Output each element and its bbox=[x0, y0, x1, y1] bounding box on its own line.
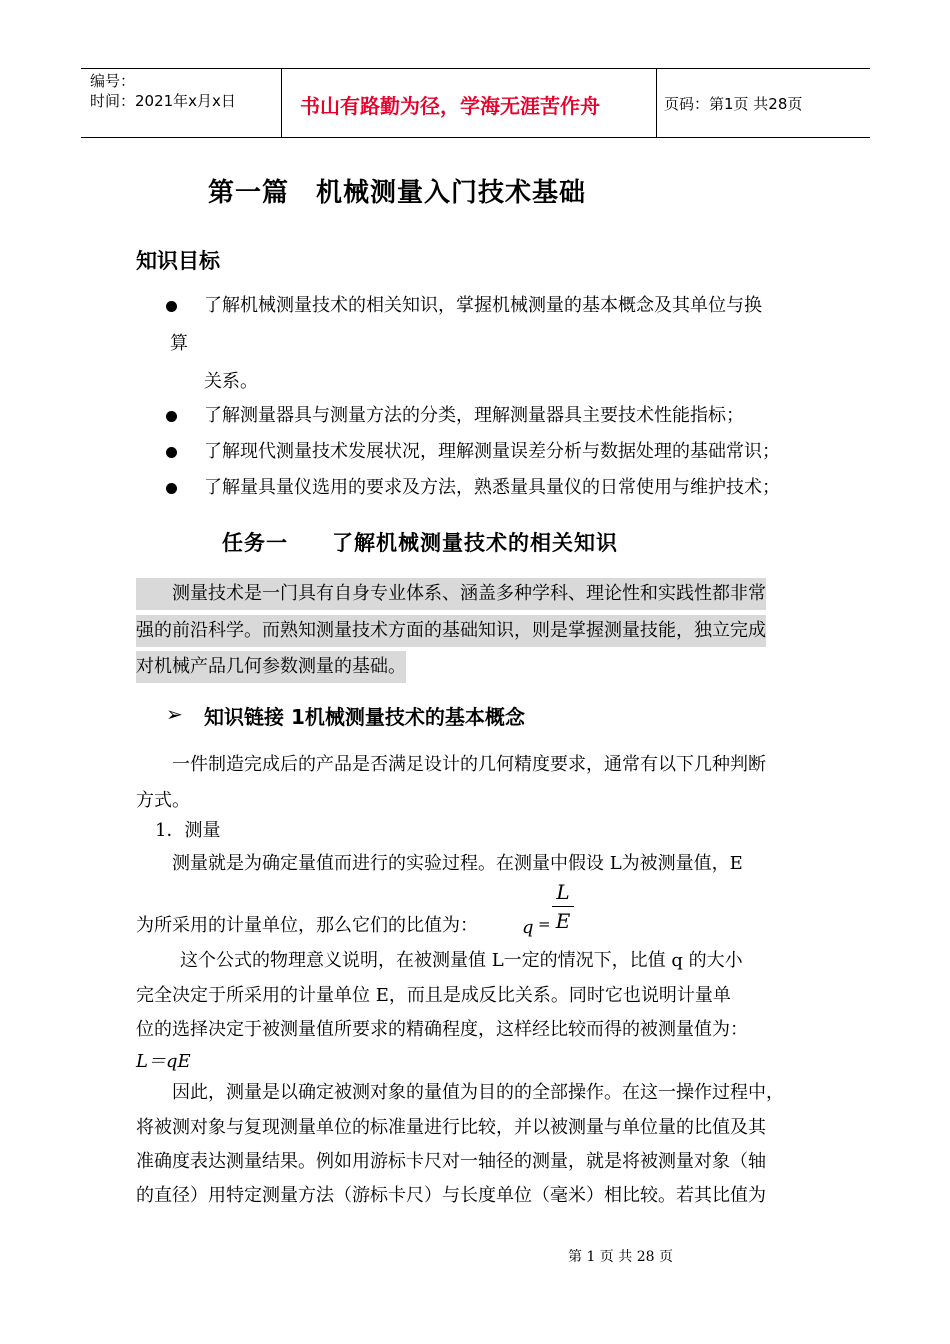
formula-equals: = bbox=[538, 915, 551, 933]
fraction-numerator: L bbox=[556, 880, 570, 904]
paragraph-line: 一件制造完成后的产品是否满足设计的几何精度要求，通常有以下几种判断 bbox=[172, 754, 766, 775]
header-date: 时间：2021年x月x日 bbox=[90, 92, 236, 110]
document-title: 第一篇 机械测量入门技术基础 bbox=[208, 178, 587, 208]
bullet-icon bbox=[166, 447, 177, 458]
objective-item-wrap: 关系。 bbox=[204, 371, 258, 392]
objective-item: 了解量具量仪选用的要求及方法，熟悉量具量仪的日常使用与维护技术； bbox=[204, 477, 780, 498]
intro-line bbox=[136, 649, 406, 685]
paragraph-line: 位的选择决定于被测量值所要求的精确程度，这样经比较而得的被测量值为： bbox=[136, 1019, 748, 1040]
intro-text: 强的前沿科学。而熟知测量技术方面的基础知识，则是掌握测量技能，独立完成 bbox=[136, 615, 766, 647]
list-item-heading: 1．测量 bbox=[155, 820, 221, 841]
header-motto: 书山有路勤为径，学海无涯苦作舟 bbox=[300, 94, 600, 118]
objective-item-wrap: 算 bbox=[170, 333, 188, 354]
bullet-icon bbox=[166, 411, 177, 422]
intro-line bbox=[136, 576, 766, 612]
intro-line bbox=[136, 613, 766, 649]
fraction-denominator: E bbox=[555, 909, 571, 933]
intro-text: 对机械产品几何参数测量的基础。 bbox=[136, 651, 406, 683]
objective-item: 了解机械测量技术的相关知识，掌握机械测量的基本概念及其单位与换 bbox=[204, 295, 762, 316]
intro-text: 测量技术是一门具有自身专业体系、涵盖多种学科、理论性和实践性都非常 bbox=[136, 578, 766, 610]
header-number: 编号： bbox=[90, 72, 136, 90]
paragraph-line: 为所采用的计量单位，那么它们的比值为： bbox=[136, 915, 478, 936]
formula-q: q bbox=[522, 917, 534, 938]
header-divider bbox=[281, 69, 282, 137]
page-footer: 第 1 页 共 28 页 bbox=[568, 1249, 673, 1265]
fraction-bar bbox=[552, 906, 574, 907]
paragraph-line: 因此，测量是以确定被测对象的量值为目的的全部操作。在这一操作过程中， bbox=[172, 1082, 784, 1103]
formula-line: L＝qE bbox=[136, 1051, 191, 1072]
objective-item: 了解现代测量技术发展状况，理解测量误差分析与数据处理的基础常识； bbox=[204, 441, 780, 462]
paragraph-line: 的直径）用特定测量方法（游标卡尺）与长度单位（毫米）相比较。若其比值为 bbox=[136, 1185, 766, 1206]
paragraph-line: 完全决定于所采用的计量单位 E，而且是成反比关系。同时它也说明计量单 bbox=[136, 985, 731, 1006]
bullet-icon bbox=[166, 301, 177, 312]
task-heading: 任务一 了解机械测量技术的相关知识 bbox=[222, 530, 618, 555]
section-heading: 知识目标 bbox=[136, 249, 220, 273]
paragraph-line: 将被测对象与复现测量单位的标准量进行比较，并以被测量与单位量的比值及其 bbox=[136, 1117, 766, 1138]
arrow-icon: ➢ bbox=[166, 702, 183, 726]
header-divider bbox=[656, 69, 657, 137]
formula-fraction bbox=[552, 880, 574, 933]
header-page: 页码：第1页 共28页 bbox=[664, 95, 803, 113]
objective-item: 了解测量器具与测量方法的分类，理解测量器具主要技术性能指标； bbox=[204, 405, 744, 426]
paragraph-line: 准确度表达测量结果。例如用游标卡尺对一轴径的测量，就是将被测量对象（轴 bbox=[136, 1151, 766, 1172]
paragraph-line: 方式。 bbox=[136, 790, 190, 811]
paragraph-line: 这个公式的物理意义说明，在被测量值 L一定的情况下，比值 q 的大小 bbox=[180, 950, 743, 971]
bullet-icon bbox=[166, 483, 177, 494]
link-heading: 知识链接 1机械测量技术的基本概念 bbox=[204, 705, 525, 729]
paragraph-line: 测量就是为确定量值而进行的实验过程。在测量中假设 L为被测量值，E bbox=[172, 853, 743, 874]
